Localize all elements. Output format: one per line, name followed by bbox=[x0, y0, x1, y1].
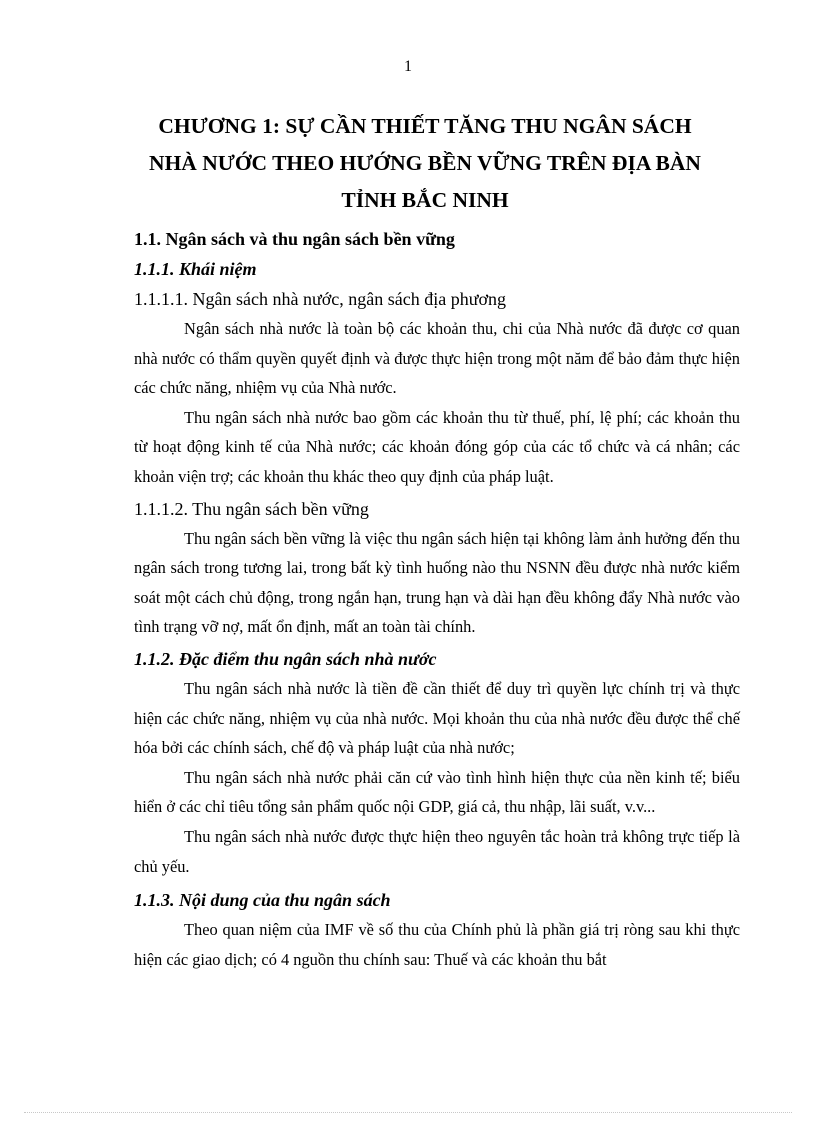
paragraph-imf-revenue-sources: Theo quan niệm của IMF về số thu của Chính phủ là phần giá trị ròng sau khi thực hiện các giao dịch; có 4 nguồn thu chính sau: Thuế và các khoản thu bắt bbox=[134, 920, 740, 969]
section-heading-1-1: 1.1. Ngân sách và thu ngân sách bền vững bbox=[134, 229, 455, 249]
document-body bbox=[134, 224, 740, 974]
chapter-title-line-2: NHÀ NƯỚC THEO HƯỚNG BỀN VỮNG TRÊN ĐỊA BÀN bbox=[149, 151, 701, 175]
section-heading-1-1-2: 1.1.2. Đặc điểm thu ngân sách nhà nước bbox=[134, 648, 437, 669]
chapter-title bbox=[118, 108, 732, 219]
paragraph-state-budget-definition: Ngân sách nhà nước là toàn bộ các khoản thu, chi của Nhà nước đã được cơ quan nhà nước có thẩm quyền quyết định và được thực hiện trong một năm để bảo đảm thực hiện các chức năng, nhiệm vụ của Nhà nước. bbox=[134, 319, 740, 398]
section-heading-1-1-1-1: 1.1.1.1. Ngân sách nhà nước, ngân sách địa phương bbox=[134, 289, 506, 309]
paragraph-revenue-characteristics: Thu ngân sách nhà nước là tiền đề cần thiết để duy trì quyền lực chính trị và thực hiện các chức năng, nhiệm vụ của nhà nước. Mọi khoản thu của nhà nước đều được thể chế hóa bởi các chính sách, chế độ và pháp luật của nhà nước; bbox=[134, 678, 740, 758]
section-heading-1-1-3: 1.1.3. Nội dung của thu ngân sách bbox=[134, 890, 391, 911]
paragraph-non-direct-repayment: Thu ngân sách nhà nước được thực hiện theo nguyên tắc hoàn trả không trực tiếp là chủ yếu. bbox=[134, 826, 740, 876]
section-heading-1-1-1: 1.1.1. Khái niệm bbox=[134, 259, 257, 279]
paragraph-sustainable-revenue: Thu ngân sách bền vững là việc thu ngân sách hiện tại không làm ảnh hưởng đến thu ngân sách trong tương lai, trong bất kỳ tình huống nào thu NSNN đều được nhà nước kiểm soát một cách chủ động, trong ngắn hạn, trung hạn và dài hạn đều không đẩy Nhà nước vào tình trạng vỡ nợ, mất ổn định, mất an toàn tài chính. bbox=[134, 528, 740, 637]
page-bottom-border bbox=[24, 1112, 792, 1113]
paragraph-economic-basis: Thu ngân sách nhà nước phải căn cứ vào tình hình hiện thực của nền kinh tế; biểu hiển ở các chỉ tiêu tổng sản phẩm quốc nội GDP, giá cả, thu nhập, lãi suất, v.v... bbox=[134, 767, 740, 817]
section-heading-1-1-1-2: 1.1.1.2. Thu ngân sách bền vững bbox=[134, 498, 369, 519]
paragraph-budget-revenue-components: Thu ngân sách nhà nước bao gồm các khoản thu từ thuế, phí, lệ phí; các khoản thu từ hoạt động kinh tế của Nhà nước; các khoản đóng góp của các tổ chức và cá nhân; các khoản viện trợ; các khoản thu khác theo quy định của pháp luật. bbox=[134, 407, 740, 486]
chapter-title-line-3: TỈNH BẮC NINH bbox=[341, 188, 509, 212]
chapter-title-line-1: CHƯƠNG 1: SỰ CẦN THIẾT TĂNG THU NGÂN SÁCH bbox=[158, 114, 692, 138]
page-number: 1 bbox=[404, 58, 412, 75]
